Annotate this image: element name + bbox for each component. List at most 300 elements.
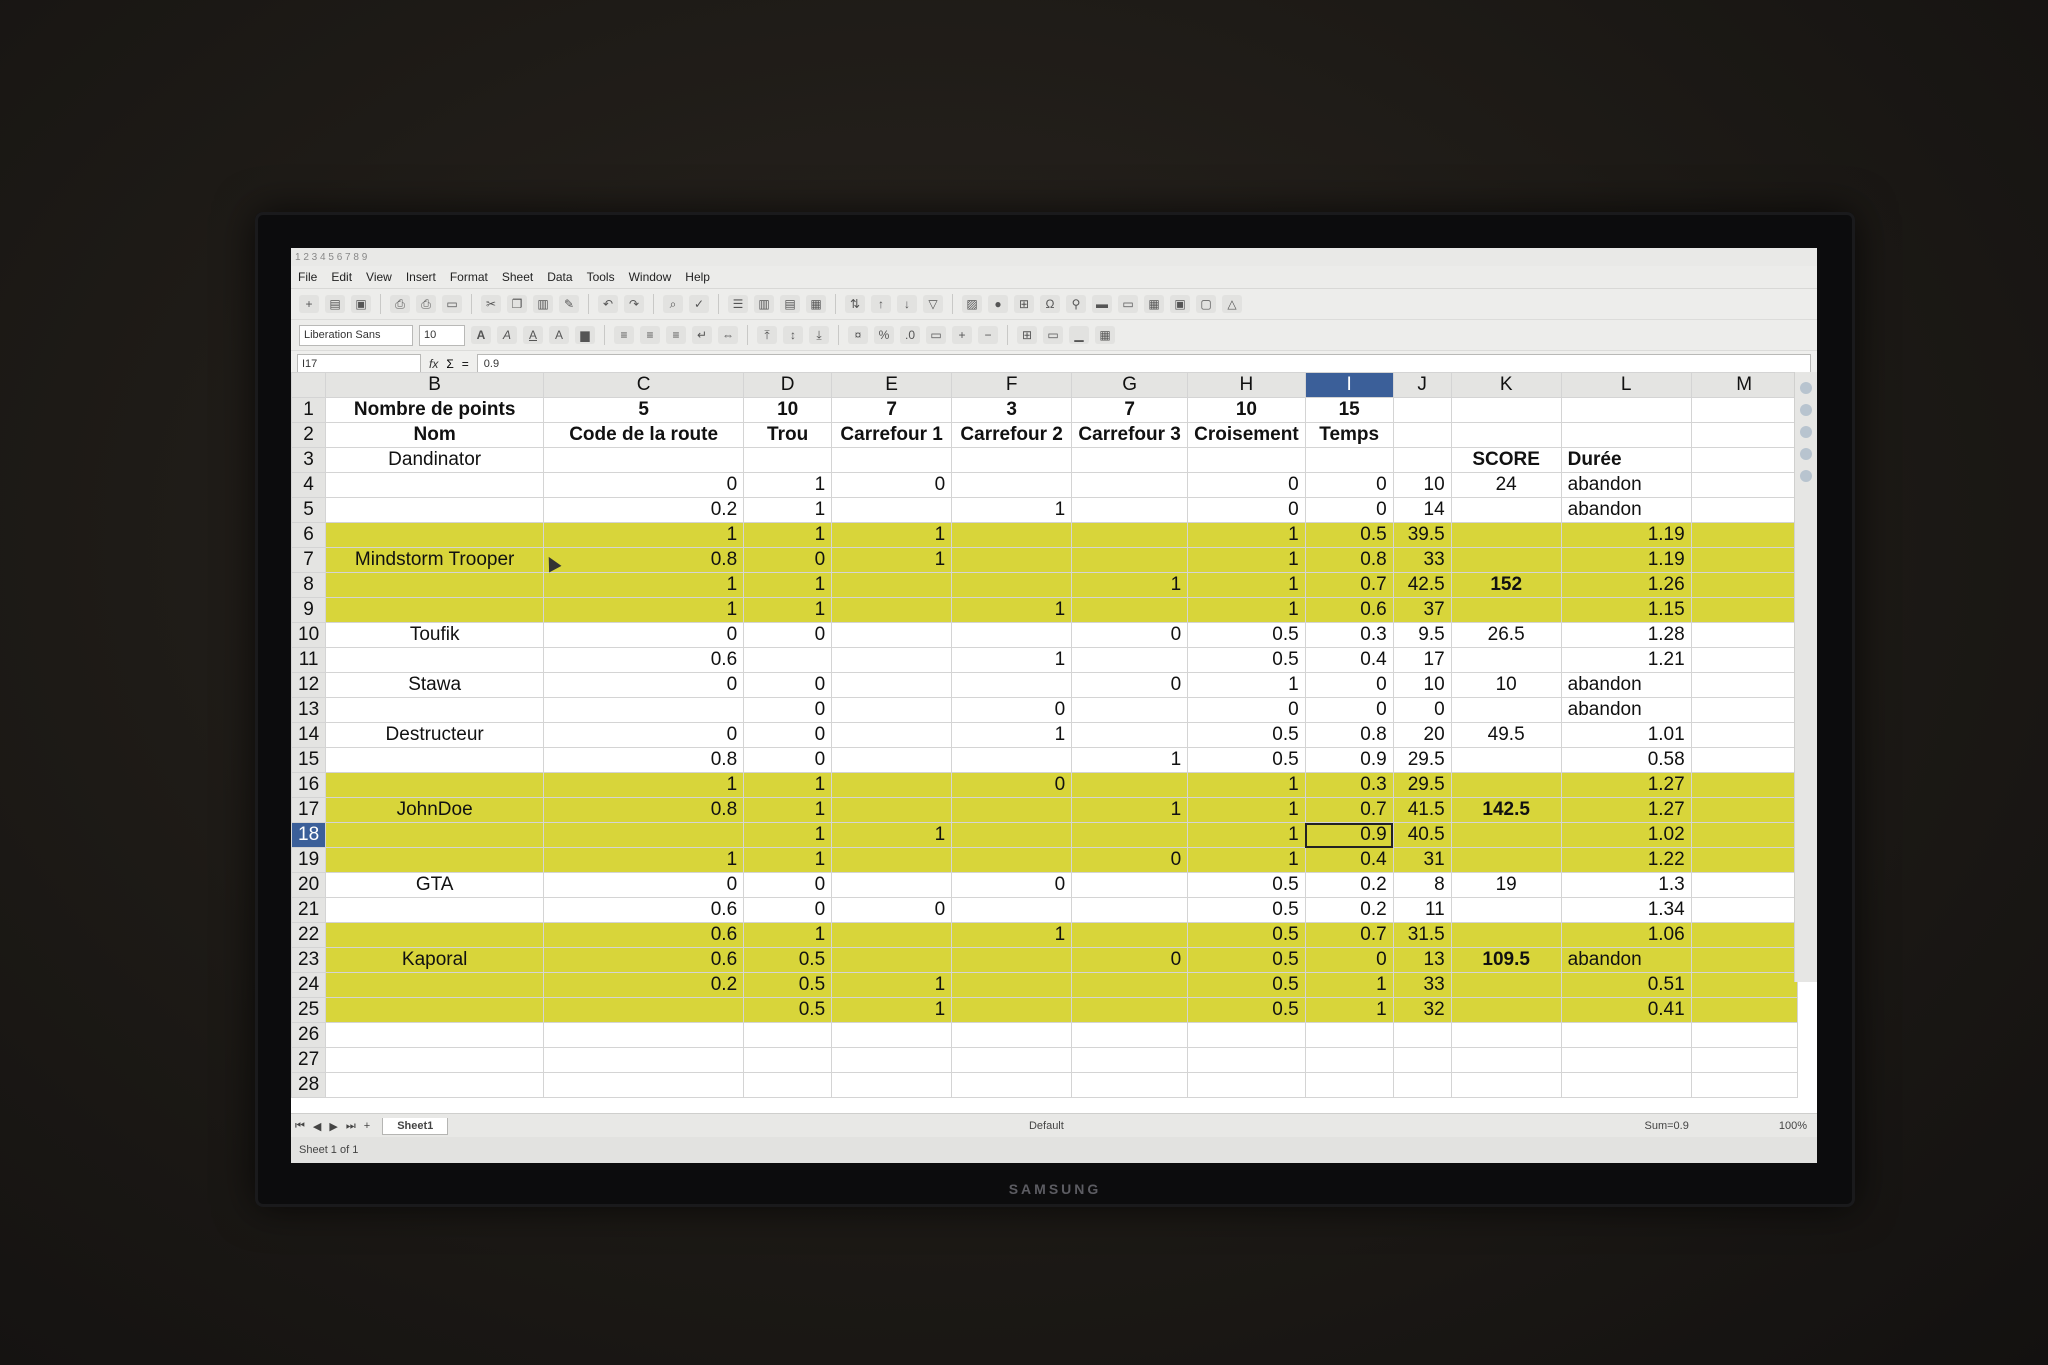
cell-b1[interactable]: Nombre de points bbox=[326, 398, 544, 423]
cell-f17[interactable] bbox=[952, 798, 1072, 823]
percent-format-icon[interactable]: % bbox=[874, 326, 894, 344]
cell-f27[interactable] bbox=[952, 1048, 1072, 1073]
cell-c19[interactable]: 1 bbox=[544, 848, 744, 873]
cell-e16[interactable] bbox=[832, 773, 952, 798]
cell-g26[interactable] bbox=[1072, 1023, 1188, 1048]
insert-rows-icon[interactable]: ▤ bbox=[780, 295, 800, 313]
cell-i20[interactable]: 0.2 bbox=[1305, 873, 1393, 898]
cell-c5[interactable]: 0.2 bbox=[544, 498, 744, 523]
cell-l14[interactable]: 1.01 bbox=[1561, 723, 1691, 748]
cell-i6[interactable]: 0.5 bbox=[1305, 523, 1393, 548]
last-sheet-icon[interactable]: ⏭ bbox=[345, 1119, 356, 1132]
cell-h24[interactable]: 0.5 bbox=[1188, 973, 1306, 998]
cell-m5[interactable] bbox=[1691, 498, 1797, 523]
cell-j18[interactable]: 40.5 bbox=[1393, 823, 1451, 848]
cell-i24[interactable]: 1 bbox=[1305, 973, 1393, 998]
cell-h13[interactable]: 0 bbox=[1188, 698, 1306, 723]
cell-f15[interactable] bbox=[952, 748, 1072, 773]
open-folder-icon[interactable]: ▤ bbox=[325, 295, 345, 313]
border-color-icon[interactable]: ▁ bbox=[1069, 326, 1089, 344]
cell-k4[interactable]: 24 bbox=[1451, 473, 1561, 498]
row-header[interactable]: 8 bbox=[292, 573, 326, 598]
cell-k15[interactable] bbox=[1451, 748, 1561, 773]
cell-b19[interactable] bbox=[326, 848, 544, 873]
cell-k20[interactable]: 19 bbox=[1451, 873, 1561, 898]
cell-i9[interactable]: 0.6 bbox=[1305, 598, 1393, 623]
column-header-b[interactable]: B bbox=[326, 373, 544, 398]
cell-h20[interactable]: 0.5 bbox=[1188, 873, 1306, 898]
menu-insert[interactable]: Insert bbox=[405, 270, 436, 284]
wrap-text-icon[interactable]: ↵ bbox=[692, 326, 712, 344]
merge-cells-icon[interactable]: ⇔ bbox=[718, 326, 738, 344]
autofilter-icon[interactable]: ▽ bbox=[923, 295, 943, 313]
cell-m27[interactable] bbox=[1691, 1048, 1797, 1073]
cell-f1[interactable]: 3 bbox=[952, 398, 1072, 423]
cell-e17[interactable] bbox=[832, 798, 952, 823]
row-header[interactable]: 11 bbox=[292, 648, 326, 673]
row-header[interactable]: 5 bbox=[292, 498, 326, 523]
cell-d20[interactable]: 0 bbox=[744, 873, 832, 898]
cell-k25[interactable] bbox=[1451, 998, 1561, 1023]
cell-e11[interactable] bbox=[832, 648, 952, 673]
cell-f23[interactable] bbox=[952, 948, 1072, 973]
cell-g21[interactable] bbox=[1072, 898, 1188, 923]
cell-k19[interactable] bbox=[1451, 848, 1561, 873]
cell-m1[interactable] bbox=[1691, 398, 1797, 423]
paste-icon[interactable]: ▥ bbox=[533, 295, 553, 313]
cell-i22[interactable]: 0.7 bbox=[1305, 923, 1393, 948]
cell-m8[interactable] bbox=[1691, 573, 1797, 598]
cell-l2[interactable] bbox=[1561, 423, 1691, 448]
cell-e18[interactable]: 1 bbox=[832, 823, 952, 848]
underline-icon[interactable]: A bbox=[523, 326, 543, 344]
cell-j14[interactable]: 20 bbox=[1393, 723, 1451, 748]
cell-c25[interactable] bbox=[544, 998, 744, 1023]
cell-b3[interactable]: Dandinator bbox=[326, 448, 544, 473]
next-sheet-icon[interactable]: ▶ bbox=[329, 1120, 338, 1133]
align-left-icon[interactable]: ≡ bbox=[614, 326, 634, 344]
cell-h11[interactable]: 0.5 bbox=[1188, 648, 1306, 673]
cell-j19[interactable]: 31 bbox=[1393, 848, 1451, 873]
cell-i8[interactable]: 0.7 bbox=[1305, 573, 1393, 598]
cell-l13[interactable]: abandon bbox=[1561, 698, 1691, 723]
menu-edit[interactable]: Edit bbox=[331, 270, 353, 284]
cell-g7[interactable] bbox=[1072, 548, 1188, 573]
cell-f11[interactable]: 1 bbox=[952, 648, 1072, 673]
previous-sheet-icon[interactable]: ◀ bbox=[312, 1120, 322, 1133]
cell-j1[interactable] bbox=[1393, 398, 1451, 423]
cell-b8[interactable] bbox=[326, 573, 544, 598]
cell-m7[interactable] bbox=[1691, 548, 1797, 573]
cell-j23[interactable]: 13 bbox=[1393, 948, 1451, 973]
cell-m16[interactable] bbox=[1691, 773, 1797, 798]
cell-h6[interactable]: 1 bbox=[1188, 523, 1306, 548]
cell-i3[interactable] bbox=[1305, 448, 1393, 473]
cell-f18[interactable] bbox=[952, 823, 1072, 848]
cell-j2[interactable] bbox=[1393, 423, 1451, 448]
cell-h8[interactable]: 1 bbox=[1188, 573, 1306, 598]
row-header[interactable]: 6 bbox=[292, 523, 326, 548]
cell-m26[interactable] bbox=[1691, 1023, 1797, 1048]
pivot-table-icon[interactable]: ⊞ bbox=[1014, 295, 1034, 313]
export-pdf-icon[interactable]: ⎙ bbox=[390, 295, 410, 313]
cell-m4[interactable] bbox=[1691, 473, 1797, 498]
cell-j5[interactable]: 14 bbox=[1393, 498, 1451, 523]
cell-d1[interactable]: 10 bbox=[744, 398, 832, 423]
row-header[interactable]: 2 bbox=[292, 423, 326, 448]
cell-d24[interactable]: 0.5 bbox=[744, 973, 832, 998]
cell-c12[interactable]: 0 bbox=[544, 673, 744, 698]
cell-g14[interactable] bbox=[1072, 723, 1188, 748]
cell-l24[interactable]: 0.51 bbox=[1561, 973, 1691, 998]
cell-k8[interactable]: 152 bbox=[1451, 573, 1561, 598]
cell-i5[interactable]: 0 bbox=[1305, 498, 1393, 523]
cell-m22[interactable] bbox=[1691, 923, 1797, 948]
cell-b28[interactable] bbox=[326, 1073, 544, 1098]
row-header[interactable]: 1 bbox=[292, 398, 326, 423]
navigator-icon[interactable] bbox=[1800, 448, 1812, 460]
column-header-g[interactable]: G bbox=[1072, 373, 1188, 398]
cell-j21[interactable]: 11 bbox=[1393, 898, 1451, 923]
row-header[interactable]: 22 bbox=[292, 923, 326, 948]
menu-sheet[interactable]: Sheet bbox=[501, 270, 534, 284]
sort-descending-icon[interactable]: ↓ bbox=[897, 295, 917, 313]
row-header[interactable]: 25 bbox=[292, 998, 326, 1023]
cell-d3[interactable] bbox=[744, 448, 832, 473]
cell-k7[interactable] bbox=[1451, 548, 1561, 573]
currency-format-icon[interactable]: ¤ bbox=[848, 326, 868, 344]
menu-data[interactable]: Data bbox=[547, 270, 573, 284]
cell-g6[interactable] bbox=[1072, 523, 1188, 548]
cell-j15[interactable]: 29.5 bbox=[1393, 748, 1451, 773]
cell-j10[interactable]: 9.5 bbox=[1393, 623, 1451, 648]
sort-ascending-icon[interactable]: ↑ bbox=[871, 295, 891, 313]
cell-l26[interactable] bbox=[1561, 1023, 1691, 1048]
cut-icon[interactable]: ✂ bbox=[481, 295, 501, 313]
cell-g24[interactable] bbox=[1072, 973, 1188, 998]
align-top-icon[interactable]: ⤒ bbox=[757, 326, 777, 344]
cell-f14[interactable]: 1 bbox=[952, 723, 1072, 748]
clone-formatting-icon[interactable]: ✎ bbox=[559, 295, 579, 313]
comment-icon[interactable]: ▬ bbox=[1092, 295, 1112, 313]
cell-g8[interactable]: 1 bbox=[1072, 573, 1188, 598]
cell-m25[interactable] bbox=[1691, 998, 1797, 1023]
show-draw-functions-icon[interactable]: △ bbox=[1222, 295, 1242, 313]
cell-m14[interactable] bbox=[1691, 723, 1797, 748]
cell-h14[interactable]: 0.5 bbox=[1188, 723, 1306, 748]
cell-e4[interactable]: 0 bbox=[832, 473, 952, 498]
column-header-k[interactable]: K bbox=[1451, 373, 1561, 398]
cell-l1[interactable] bbox=[1561, 398, 1691, 423]
cell-b16[interactable] bbox=[326, 773, 544, 798]
cell-m17[interactable] bbox=[1691, 798, 1797, 823]
cell-d9[interactable]: 1 bbox=[744, 598, 832, 623]
cell-k11[interactable] bbox=[1451, 648, 1561, 673]
cell-l9[interactable]: 1.15 bbox=[1561, 598, 1691, 623]
cell-c13[interactable] bbox=[544, 698, 744, 723]
cell-f22[interactable]: 1 bbox=[952, 923, 1072, 948]
border-style-icon[interactable]: ▭ bbox=[1043, 326, 1063, 344]
cell-g23[interactable]: 0 bbox=[1072, 948, 1188, 973]
row-header[interactable]: 14 bbox=[292, 723, 326, 748]
cell-b15[interactable] bbox=[326, 748, 544, 773]
cell-d21[interactable]: 0 bbox=[744, 898, 832, 923]
hyperlink-icon[interactable]: ⚲ bbox=[1066, 295, 1086, 313]
undo-icon[interactable]: ↶ bbox=[598, 295, 618, 313]
cell-g19[interactable]: 0 bbox=[1072, 848, 1188, 873]
row-header[interactable]: 28 bbox=[292, 1073, 326, 1098]
align-right-icon[interactable]: ≡ bbox=[666, 326, 686, 344]
cell-e10[interactable] bbox=[832, 623, 952, 648]
cell-m19[interactable] bbox=[1691, 848, 1797, 873]
cell-l11[interactable]: 1.21 bbox=[1561, 648, 1691, 673]
cell-b17[interactable]: JohnDoe bbox=[326, 798, 544, 823]
cell-f4[interactable] bbox=[952, 473, 1072, 498]
cell-d14[interactable]: 0 bbox=[744, 723, 832, 748]
formula-equals-icon[interactable]: = bbox=[461, 357, 469, 371]
cell-b12[interactable]: Stawa bbox=[326, 673, 544, 698]
cell-l20[interactable]: 1.3 bbox=[1561, 873, 1691, 898]
cell-m10[interactable] bbox=[1691, 623, 1797, 648]
row-header[interactable]: 21 bbox=[292, 898, 326, 923]
cell-l27[interactable] bbox=[1561, 1048, 1691, 1073]
cell-g5[interactable] bbox=[1072, 498, 1188, 523]
cell-h26[interactable] bbox=[1188, 1023, 1306, 1048]
cell-f5[interactable]: 1 bbox=[952, 498, 1072, 523]
row-icon[interactable]: ☰ bbox=[728, 295, 748, 313]
cell-c9[interactable]: 1 bbox=[544, 598, 744, 623]
cell-e8[interactable] bbox=[832, 573, 952, 598]
cell-c2[interactable]: Code de la route bbox=[544, 423, 744, 448]
cell-h27[interactable] bbox=[1188, 1048, 1306, 1073]
cell-h28[interactable] bbox=[1188, 1073, 1306, 1098]
cell-g13[interactable] bbox=[1072, 698, 1188, 723]
cell-j26[interactable] bbox=[1393, 1023, 1451, 1048]
properties-icon[interactable] bbox=[1800, 382, 1812, 394]
menu-window[interactable]: Window bbox=[628, 270, 672, 284]
cell-d19[interactable]: 1 bbox=[744, 848, 832, 873]
cell-j16[interactable]: 29.5 bbox=[1393, 773, 1451, 798]
cell-f26[interactable] bbox=[952, 1023, 1072, 1048]
cell-d6[interactable]: 1 bbox=[744, 523, 832, 548]
sheet-tab-sheet1[interactable]: Sheet1 bbox=[382, 1118, 448, 1135]
cell-l28[interactable] bbox=[1561, 1073, 1691, 1098]
cell-e25[interactable]: 1 bbox=[832, 998, 952, 1023]
cell-b14[interactable]: Destructeur bbox=[326, 723, 544, 748]
row-header[interactable]: 7 bbox=[292, 548, 326, 573]
cell-g17[interactable]: 1 bbox=[1072, 798, 1188, 823]
cell-h19[interactable]: 1 bbox=[1188, 848, 1306, 873]
cell-l10[interactable]: 1.28 bbox=[1561, 623, 1691, 648]
row-header[interactable]: 18 bbox=[292, 823, 326, 848]
cell-f28[interactable] bbox=[952, 1073, 1072, 1098]
cell-k24[interactable] bbox=[1451, 973, 1561, 998]
cell-g9[interactable] bbox=[1072, 598, 1188, 623]
cell-j22[interactable]: 31.5 bbox=[1393, 923, 1451, 948]
borders-icon[interactable]: ⊞ bbox=[1017, 326, 1037, 344]
cell-c24[interactable]: 0.2 bbox=[544, 973, 744, 998]
cell-j8[interactable]: 42.5 bbox=[1393, 573, 1451, 598]
sort-icon[interactable]: ⇅ bbox=[845, 295, 865, 313]
cell-c21[interactable]: 0.6 bbox=[544, 898, 744, 923]
cell-g12[interactable]: 0 bbox=[1072, 673, 1188, 698]
cell-h5[interactable]: 0 bbox=[1188, 498, 1306, 523]
spellcheck-icon[interactable]: ✓ bbox=[689, 295, 709, 313]
cell-i28[interactable] bbox=[1305, 1073, 1393, 1098]
split-window-icon[interactable]: ▢ bbox=[1196, 295, 1216, 313]
gallery-icon[interactable] bbox=[1800, 426, 1812, 438]
cell-g16[interactable] bbox=[1072, 773, 1188, 798]
column-header-j[interactable]: J bbox=[1393, 373, 1451, 398]
row-header[interactable]: 27 bbox=[292, 1048, 326, 1073]
cell-m21[interactable] bbox=[1691, 898, 1797, 923]
cell-i12[interactable]: 0 bbox=[1305, 673, 1393, 698]
cell-e6[interactable]: 1 bbox=[832, 523, 952, 548]
cell-b13[interactable] bbox=[326, 698, 544, 723]
cell-m18[interactable] bbox=[1691, 823, 1797, 848]
column-icon[interactable]: ▥ bbox=[754, 295, 774, 313]
cell-l5[interactable]: abandon bbox=[1561, 498, 1691, 523]
cell-k12[interactable]: 10 bbox=[1451, 673, 1561, 698]
cell-e1[interactable]: 7 bbox=[832, 398, 952, 423]
column-header-d[interactable]: D bbox=[744, 373, 832, 398]
cell-k5[interactable] bbox=[1451, 498, 1561, 523]
name-box[interactable]: I17 bbox=[297, 354, 421, 375]
cell-c26[interactable] bbox=[544, 1023, 744, 1048]
cell-e13[interactable] bbox=[832, 698, 952, 723]
cell-i4[interactable]: 0 bbox=[1305, 473, 1393, 498]
cell-j13[interactable]: 0 bbox=[1393, 698, 1451, 723]
cell-m23[interactable] bbox=[1691, 948, 1797, 973]
cell-c6[interactable]: 1 bbox=[544, 523, 744, 548]
cell-c7[interactable]: 0.8 bbox=[544, 548, 744, 573]
cell-e3[interactable] bbox=[832, 448, 952, 473]
font-size-combo[interactable]: 10 bbox=[419, 325, 465, 346]
bold-icon[interactable]: A bbox=[471, 326, 491, 344]
cell-l15[interactable]: 0.58 bbox=[1561, 748, 1691, 773]
row-header[interactable]: 24 bbox=[292, 973, 326, 998]
cell-c20[interactable]: 0 bbox=[544, 873, 744, 898]
cell-k27[interactable] bbox=[1451, 1048, 1561, 1073]
sum-icon[interactable]: Σ bbox=[446, 357, 454, 371]
row-header[interactable]: 12 bbox=[292, 673, 326, 698]
cell-e9[interactable] bbox=[832, 598, 952, 623]
cell-d4[interactable]: 1 bbox=[744, 473, 832, 498]
cell-d8[interactable]: 1 bbox=[744, 573, 832, 598]
column-header-m[interactable]: M bbox=[1691, 373, 1797, 398]
cell-j9[interactable]: 37 bbox=[1393, 598, 1451, 623]
save-icon[interactable]: ▣ bbox=[351, 295, 371, 313]
cell-k17[interactable]: 142.5 bbox=[1451, 798, 1561, 823]
cell-h16[interactable]: 1 bbox=[1188, 773, 1306, 798]
cell-d23[interactable]: 0.5 bbox=[744, 948, 832, 973]
menu-tools[interactable]: Tools bbox=[586, 270, 615, 284]
cell-e7[interactable]: 1 bbox=[832, 548, 952, 573]
cell-l7[interactable]: 1.19 bbox=[1561, 548, 1691, 573]
cell-b18[interactable] bbox=[326, 823, 544, 848]
cell-d22[interactable]: 1 bbox=[744, 923, 832, 948]
functions-icon[interactable] bbox=[1800, 470, 1812, 482]
row-header[interactable]: 17 bbox=[292, 798, 326, 823]
cell-k3[interactable]: SCORE bbox=[1451, 448, 1561, 473]
cell-g28[interactable] bbox=[1072, 1073, 1188, 1098]
cell-i2[interactable]: Temps bbox=[1305, 423, 1393, 448]
cell-c23[interactable]: 0.6 bbox=[544, 948, 744, 973]
cell-j27[interactable] bbox=[1393, 1048, 1451, 1073]
conditional-format-icon[interactable]: ▦ bbox=[1095, 326, 1115, 344]
cell-m20[interactable] bbox=[1691, 873, 1797, 898]
cell-f3[interactable] bbox=[952, 448, 1072, 473]
cell-m9[interactable] bbox=[1691, 598, 1797, 623]
cell-e20[interactable] bbox=[832, 873, 952, 898]
cell-h25[interactable]: 0.5 bbox=[1188, 998, 1306, 1023]
find-replace-icon[interactable]: ⌕ bbox=[663, 295, 683, 313]
cell-i25[interactable]: 1 bbox=[1305, 998, 1393, 1023]
cell-b9[interactable] bbox=[326, 598, 544, 623]
cell-m24[interactable] bbox=[1691, 973, 1797, 998]
cell-c16[interactable]: 1 bbox=[544, 773, 744, 798]
chart-icon[interactable]: ● bbox=[988, 295, 1008, 313]
cell-m13[interactable] bbox=[1691, 698, 1797, 723]
cell-i10[interactable]: 0.3 bbox=[1305, 623, 1393, 648]
print-preview-icon[interactable]: ▭ bbox=[442, 295, 462, 313]
cell-e19[interactable] bbox=[832, 848, 952, 873]
cell-b6[interactable] bbox=[326, 523, 544, 548]
cell-d5[interactable]: 1 bbox=[744, 498, 832, 523]
cell-l6[interactable]: 1.19 bbox=[1561, 523, 1691, 548]
align-bottom-icon[interactable]: ⤓ bbox=[809, 326, 829, 344]
cell-b10[interactable]: Toufik bbox=[326, 623, 544, 648]
cell-d10[interactable]: 0 bbox=[744, 623, 832, 648]
cell-j7[interactable]: 33 bbox=[1393, 548, 1451, 573]
cell-f9[interactable]: 1 bbox=[952, 598, 1072, 623]
cell-c17[interactable]: 0.8 bbox=[544, 798, 744, 823]
cell-l4[interactable]: abandon bbox=[1561, 473, 1691, 498]
cell-e26[interactable] bbox=[832, 1023, 952, 1048]
cell-j6[interactable]: 39.5 bbox=[1393, 523, 1451, 548]
cell-b7[interactable]: Mindstorm Trooper bbox=[326, 548, 544, 573]
cell-e2[interactable]: Carrefour 1 bbox=[832, 423, 952, 448]
cell-e24[interactable]: 1 bbox=[832, 973, 952, 998]
cell-e14[interactable] bbox=[832, 723, 952, 748]
row-header[interactable]: 13 bbox=[292, 698, 326, 723]
cell-e21[interactable]: 0 bbox=[832, 898, 952, 923]
menu-help[interactable]: Help bbox=[685, 270, 710, 284]
cell-k26[interactable] bbox=[1451, 1023, 1561, 1048]
cell-g10[interactable]: 0 bbox=[1072, 623, 1188, 648]
cell-g22[interactable] bbox=[1072, 923, 1188, 948]
date-format-icon[interactable]: ▭ bbox=[926, 326, 946, 344]
select-all-corner[interactable] bbox=[292, 373, 326, 398]
cell-k13[interactable] bbox=[1451, 698, 1561, 723]
cell-c22[interactable]: 0.6 bbox=[544, 923, 744, 948]
cell-g2[interactable]: Carrefour 3 bbox=[1072, 423, 1188, 448]
cell-f8[interactable] bbox=[952, 573, 1072, 598]
cell-f16[interactable]: 0 bbox=[952, 773, 1072, 798]
delete-rows-icon[interactable]: ▦ bbox=[806, 295, 826, 313]
align-middle-icon[interactable]: ↕ bbox=[783, 326, 803, 344]
column-header-l[interactable]: L bbox=[1561, 373, 1691, 398]
cell-j12[interactable]: 10 bbox=[1393, 673, 1451, 698]
cell-f7[interactable] bbox=[952, 548, 1072, 573]
align-center-icon[interactable]: ≡ bbox=[640, 326, 660, 344]
cell-d11[interactable] bbox=[744, 648, 832, 673]
cell-l3[interactable]: Durée bbox=[1561, 448, 1691, 473]
cell-k22[interactable] bbox=[1451, 923, 1561, 948]
cell-d25[interactable]: 0.5 bbox=[744, 998, 832, 1023]
cell-f24[interactable] bbox=[952, 973, 1072, 998]
cell-b20[interactable]: GTA bbox=[326, 873, 544, 898]
